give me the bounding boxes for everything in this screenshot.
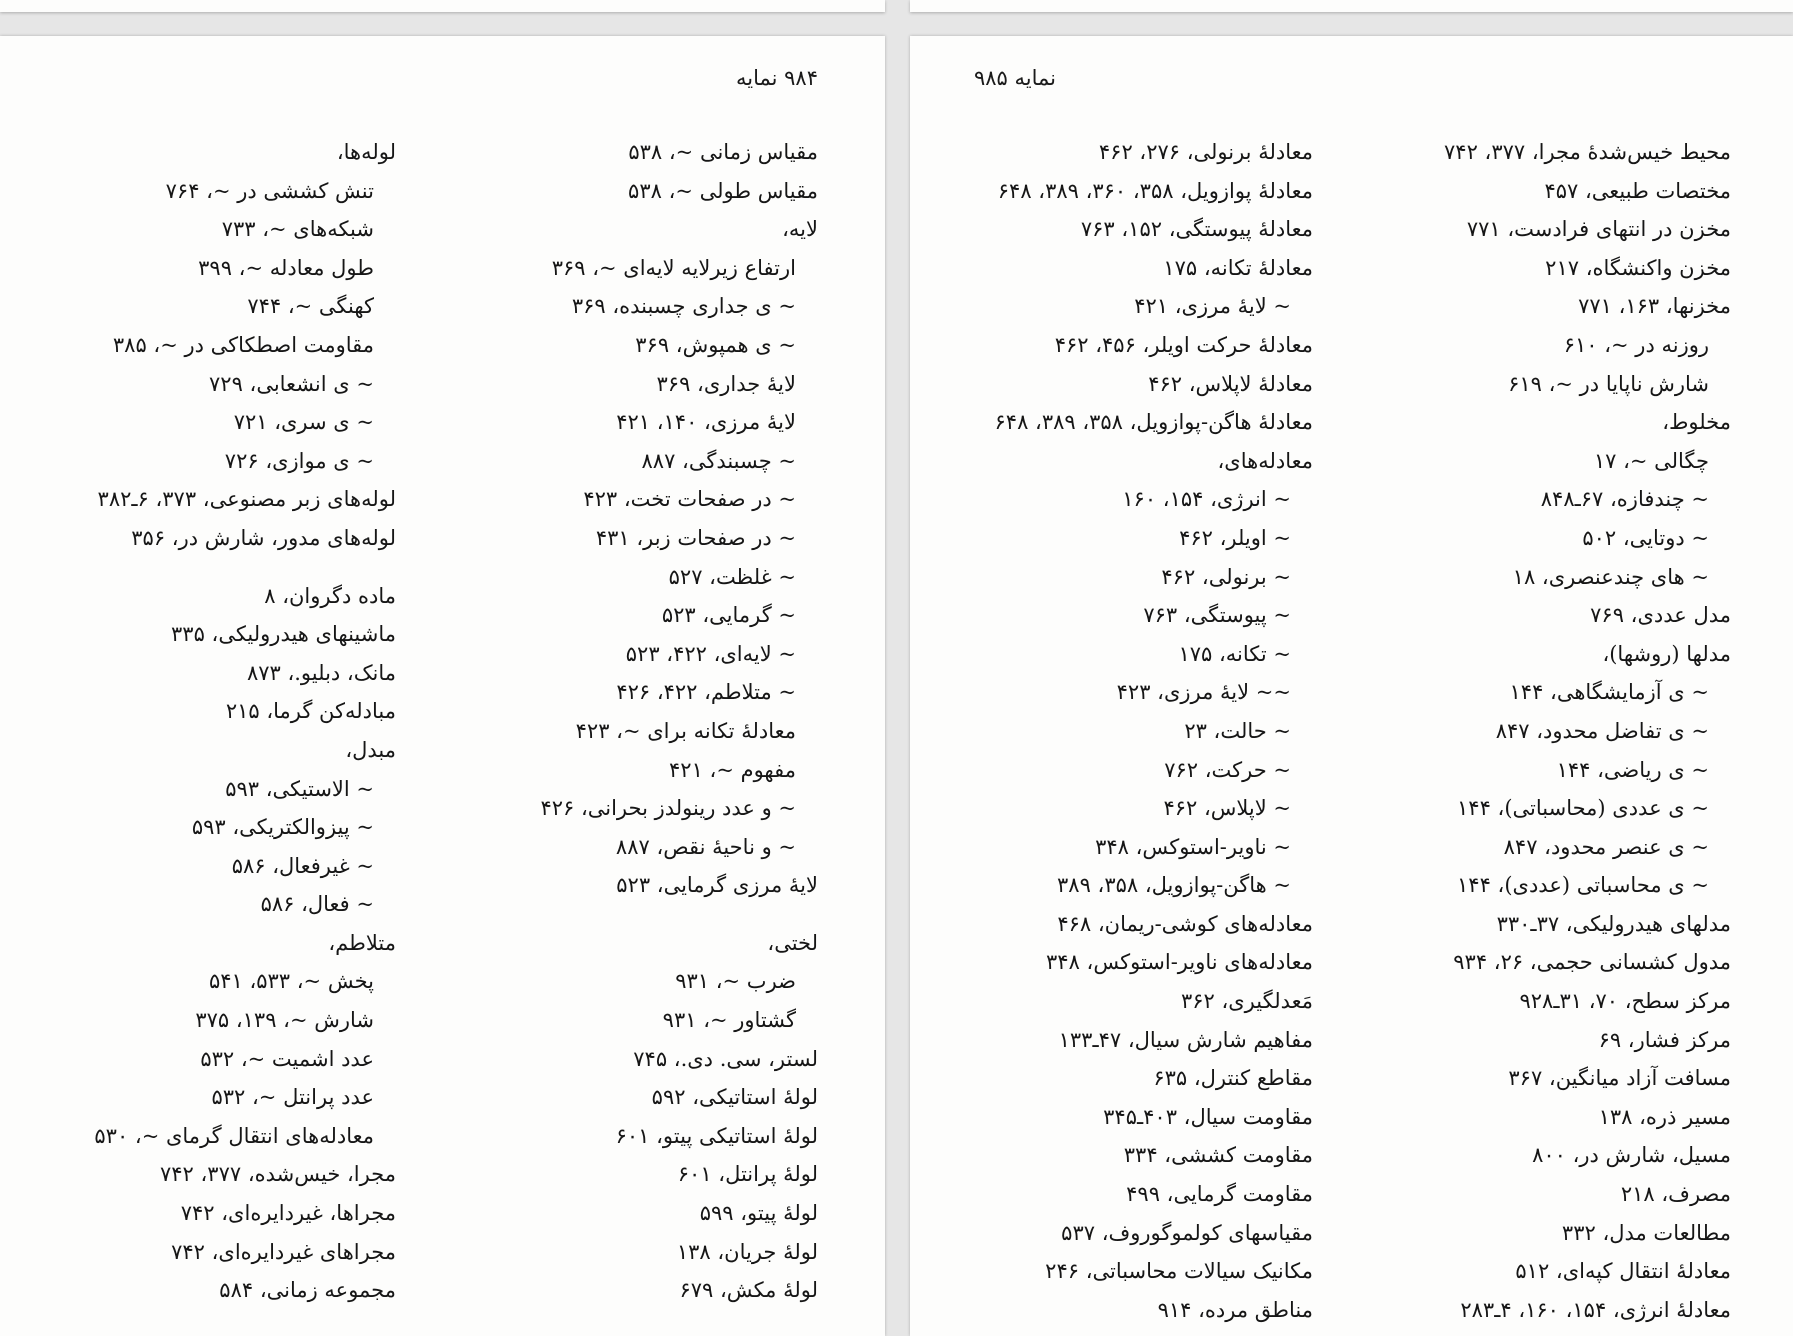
index-subentry: شارش ناپایا در ~، ۶۱۹ (1508, 371, 1709, 396)
index-entry: مصرف، ۲۱۸ (1620, 1182, 1731, 1207)
index-subentry: مقاومت اصطکاکی در ~، ۳۸۵ (112, 332, 374, 357)
index-subentry: ~ ی ریاضی، ۱۴۴ (1556, 757, 1709, 782)
index-subentry: ~ تکانه، ۱۷۵ (1178, 641, 1291, 666)
index-subentry: ~ غلظت، ۵۲۷ (668, 564, 796, 589)
index-entry: معادلهٔ برنولی، ۲۷۶، ۴۶۲ (1098, 140, 1313, 164)
index-subentry: لایهٔ جداری، ۳۶۹ (656, 371, 796, 396)
index-entry: مقیاس زمانی ~، ۵۳۸ (628, 140, 818, 164)
index-column-left (0, 133, 396, 1310)
index-entry: معادلهٔ تکانه، ۱۷۵ (1163, 255, 1313, 280)
index-subentry: ~ ی محاسباتی (عددی)، ۱۴۴ (1457, 873, 1709, 898)
index-subentry: گشتاور ~، ۹۳۱ (662, 1008, 796, 1033)
index-entry: مقاومت سیال، ۴۰۳ـ۳۴۵ (1103, 1104, 1313, 1129)
index-entry: معادلهٔ پیوستگی، ۱۵۲، ۷۶۳ (1080, 217, 1313, 242)
index-entry: معادلهٔ لاپلاس، ۴۶۲ (1148, 371, 1313, 396)
index-entry: معادلهٔ انرژی، ۱۵۴، ۱۶۰، ۴ـ۲۸۳ (1460, 1297, 1731, 1322)
index-entry: معادلهٔ هاگن-پوازویل، ۳۵۸، ۳۸۹، ۶۴۸ (994, 410, 1313, 435)
index-entry: مخزنها، ۱۶۳، ۷۷۱ (1578, 294, 1731, 319)
index-entry: معادلهٔ حرکت اویلر، ۴۵۶، ۴۶۲ (1054, 332, 1313, 357)
index-subentry: ~ و عدد رینولدز بحرانی، ۴۲۶ (540, 796, 796, 821)
index-entry: لوله‌های مدور، شارش در، ۳۵۶ (131, 525, 396, 550)
index-entry: معادله‌های، (1217, 448, 1313, 473)
index-subentry: ~ انرژی، ۱۵۴، ۱۶۰ (1122, 487, 1291, 512)
index-entry: مکانیک سیالات محاسباتی، ۲۴۶ (1045, 1259, 1313, 1284)
index-entry: لستر، سی. دی.، ۷۴۵ (633, 1046, 818, 1071)
index-subentry: ~ متلاطم، ۴۲۲، ۴۲۶ (616, 680, 796, 705)
page-header: ۹۸۴ نمایه (735, 66, 818, 90)
index-subentry: ~ ی عنصر محدود، ۸۴۷ (1503, 834, 1709, 859)
index-subentry: ~ حرکت، ۷۶۲ (1164, 757, 1291, 782)
prev-page-strip-right (910, 0, 1793, 12)
index-entry: لولهٔ پیتو، ۵۹۹ (699, 1201, 818, 1226)
index-column-right (418, 133, 818, 1310)
index-entry: مجراهای غیردایره‌ای، ۷۴۲ (171, 1239, 396, 1264)
index-entry: مسیل، شارش در، ۸۰۰ (1532, 1143, 1731, 1168)
index-entry: مقاومت گرمایی، ۴۹۹ (1126, 1182, 1313, 1207)
index-entry: مدول کشسانی حجمی، ۲۶، ۹۳۴ (1453, 950, 1731, 975)
index-entry: معادلهٔ انتقال کپه‌ای، ۵۱۲ (1515, 1259, 1731, 1284)
index-entry: معادلهٔ پوازویل، ۳۵۸، ۳۶۰، ۳۸۹، ۶۴۸ (997, 178, 1313, 203)
index-column-right (1331, 133, 1731, 1329)
index-entry: مانک، دبلیو.، ۸۷۳ (246, 660, 396, 685)
index-entry: لوله‌ها، (336, 140, 396, 164)
index-entry: متلاطم، (328, 930, 396, 955)
index-subentry: ~ و ناحیهٔ نقص، ۸۸۷ (615, 834, 796, 859)
index-entry: مدلهای هیدرولیکی، ۳۷ـ۳۳۰ (1496, 911, 1731, 936)
index-entry: لایه، (782, 217, 818, 242)
page-header: نمایه ۹۸۵ (974, 66, 1057, 90)
index-entry: مخزن در انتهای فرادست، ۷۷۱ (1466, 217, 1731, 242)
index-entry: مرکز فشار، ۶۹ (1598, 1027, 1731, 1052)
index-subentry: پخش ~، ۵۳۳، ۵۴۱ (208, 969, 374, 994)
index-entry: لولهٔ مکش، ۶۷۹ (679, 1278, 818, 1303)
index-entry: مختصات طبیعی، ۴۵۷ (1544, 178, 1731, 203)
index-entry: مجرا، خیس‌شده، ۳۷۷، ۷۴۲ (160, 1162, 396, 1187)
index-subentry: ضرب ~، ۹۳۱ (675, 969, 796, 994)
index-subentry: ~ ی عددی (محاسباتی)، ۱۴۴ (1457, 796, 1709, 821)
index-entry: معادله‌های ناویر-استوکس، ۳۴۸ (1046, 950, 1313, 975)
index-subentry: ~ پیزوالکتریکی، ۵۹۳ (191, 815, 374, 840)
index-entry: معادله‌های کوشی-ریمان، ۴۶۸ (1057, 911, 1313, 936)
index-subentry: ~ پیوستگی، ۷۶۳ (1143, 603, 1291, 628)
index-entry: لوله‌های زبر مصنوعی، ۳۷۳، ۶ـ۳۸۲ (97, 487, 396, 512)
index-subentry: ~ چندفازه، ۶۷ـ۸۴۸ (1540, 487, 1709, 512)
index-entry: مخزن واکنشگاه، ۲۱۷ (1545, 255, 1731, 280)
index-subentry: ~ فعال، ۵۸۶ (260, 892, 374, 917)
index-subentry: ~ حالت، ۲۳ (1184, 718, 1291, 743)
index-entry: لولهٔ استاتیکی پیتو، ۶۰۱ (615, 1123, 818, 1148)
index-subentry: ارتفاع زیرلایه لایه‌ای ~، ۳۶۹ (551, 255, 796, 280)
index-entry: ماده دگروان، ۸ (264, 583, 396, 608)
index-subentry: کهنگی ~، ۷۴۴ (247, 294, 374, 319)
index-entry: مدلها (روشها)، (1602, 641, 1731, 666)
index-subentry: ~ غیرفعال، ۵۸۶ (231, 853, 374, 878)
index-entry: محیط خیس‌شدهٔ مجرا، ۳۷۷، ۷۴۲ (1444, 140, 1731, 164)
index-subentry: ~~ لایهٔ مرزی، ۴۲۳ (1116, 680, 1291, 705)
index-subentry: لایهٔ مرزی، ۱۴۰، ۴۲۱ (616, 410, 796, 435)
index-subentry: روزنه در ~، ۶۱۰ (1563, 332, 1709, 357)
index-subentry: ~ ی آزمایشگاهی، ۱۴۴ (1509, 680, 1709, 705)
index-entry: مجموعه زمانی، ۵۸۴ (219, 1278, 396, 1303)
index-subentry: معادلهٔ تکانه برای ~، ۴۲۳ (575, 718, 796, 743)
index-subentry: شارش ~، ۱۳۹، ۳۷۵ (195, 1008, 374, 1033)
index-subentry: ~ هاگن-پوازویل، ۳۵۸، ۳۸۹ (1057, 873, 1291, 898)
index-entry: مقیاسهای کولموگوروف، ۵۳۷ (1061, 1220, 1313, 1245)
index-subentry: ~ های چندعنصری، ۱۸ (1512, 564, 1709, 589)
page-984 (0, 36, 885, 1336)
index-subentry: ~ الاستیکی، ۵۹۳ (225, 776, 374, 801)
index-subentry: ~ ی تفاضل محدود، ۸۴۷ (1495, 718, 1709, 743)
index-entry: مقاومت کششی، ۳۳۴ (1123, 1143, 1313, 1168)
index-entry: مرکز سطح، ۷۰، ۳۱ـ۹۲۸ (1519, 989, 1731, 1014)
index-subentry: ~ ی موازی، ۷۲۶ (224, 448, 374, 473)
index-subentry: ~ ی انشعابی، ۷۲۹ (209, 371, 374, 396)
index-entry: مَعدلگیری، ۳۶۲ (1180, 989, 1313, 1014)
index-subentry: شبکه‌های ~، ۷۳۳ (221, 217, 374, 242)
index-subentry: ~ لایه‌ای، ۴۲۲، ۵۲۳ (625, 641, 796, 666)
index-subentry: ~ در صفحات زبر، ۴۳۱ (595, 525, 796, 550)
index-entry: لولهٔ جریان، ۱۳۸ (676, 1239, 818, 1264)
index-entry: مقیاس طولی ~، ۵۳۸ (628, 178, 818, 203)
index-subentry: ~ دوتایی، ۵۰۲ (1582, 525, 1709, 550)
index-subentry: مفهوم ~، ۴۲۱ (669, 757, 796, 782)
index-entry: مطالعات مدل، ۳۳۲ (1561, 1220, 1731, 1245)
index-entry: لولهٔ پرانتل، ۶۰۱ (677, 1162, 818, 1187)
index-entry: مناطق مرده، ۹۱۴ (1157, 1297, 1313, 1322)
index-subentry: چگالی ~، ۱۷ (1593, 448, 1709, 473)
index-entry: ماشینهای هیدرولیکی، ۳۳۵ (171, 622, 396, 647)
index-subentry: ~ برنولی، ۴۶۲ (1161, 564, 1291, 589)
index-subentry: ~ اویلر، ۴۶۲ (1179, 525, 1291, 550)
index-subentry: ~ لایهٔ مرزی، ۴۲۱ (1134, 294, 1291, 319)
index-subentry: ~ ناویر-استوکس، ۳۴۸ (1095, 834, 1291, 859)
index-subentry: عدد اشمیت ~، ۵۳۲ (200, 1046, 374, 1071)
index-entry: مسیر ذره، ۱۳۸ (1598, 1104, 1731, 1129)
index-entry: مجراها، غیردایره‌ای، ۷۴۲ (180, 1201, 396, 1226)
index-entry: مدل عددی، ۷۶۹ (1590, 603, 1731, 628)
index-entry: مخلوط، (1662, 410, 1731, 435)
index-subentry: عدد پرانتل ~، ۵۳۲ (211, 1085, 374, 1110)
index-entry: مبدل، (345, 737, 396, 762)
index-entry: مسافت آزاد میانگین، ۳۶۷ (1508, 1066, 1731, 1091)
index-subentry: طول معادله ~، ۳۹۹ (198, 255, 374, 280)
index-subentry: ~ در صفحات تخت، ۴۲۳ (583, 487, 796, 512)
index-entry: لولهٔ استاتیکی، ۵۹۲ (651, 1085, 818, 1110)
index-entry: لختی، (767, 930, 818, 955)
index-entry: مبادله‌کن گرما، ۲۱۵ (225, 699, 396, 724)
index-subentry: ~ ی همپوش، ۳۶۹ (635, 332, 796, 357)
index-subentry: ~ گرمایی، ۵۲۳ (661, 603, 796, 628)
index-entry: مفاهیم شارش سیال، ۴۷ـ۱۳۳ (1058, 1027, 1313, 1052)
index-subentry: ~ ی جداری چسبنده، ۳۶۹ (571, 294, 796, 319)
index-column-left (913, 133, 1313, 1329)
index-entry: مقاطع کنترل، ۶۳۵ (1153, 1066, 1313, 1091)
index-subentry: ~ ی سری، ۷۲۱ (233, 410, 374, 435)
index-subentry: تنش کششی در ~، ۷۶۴ (165, 178, 374, 203)
index-subentry: ~ چسبندگی، ۸۸۷ (641, 448, 796, 473)
index-subentry: معادله‌های انتقال گرمای ~، ۵۳۰ (94, 1123, 374, 1148)
index-subentry: ~ لاپلاس، ۴۶۲ (1163, 796, 1291, 821)
page-985 (910, 36, 1793, 1336)
prev-page-strip-left (0, 0, 885, 12)
index-entry: لایهٔ مرزی گرمایی، ۵۲۳ (616, 873, 818, 898)
